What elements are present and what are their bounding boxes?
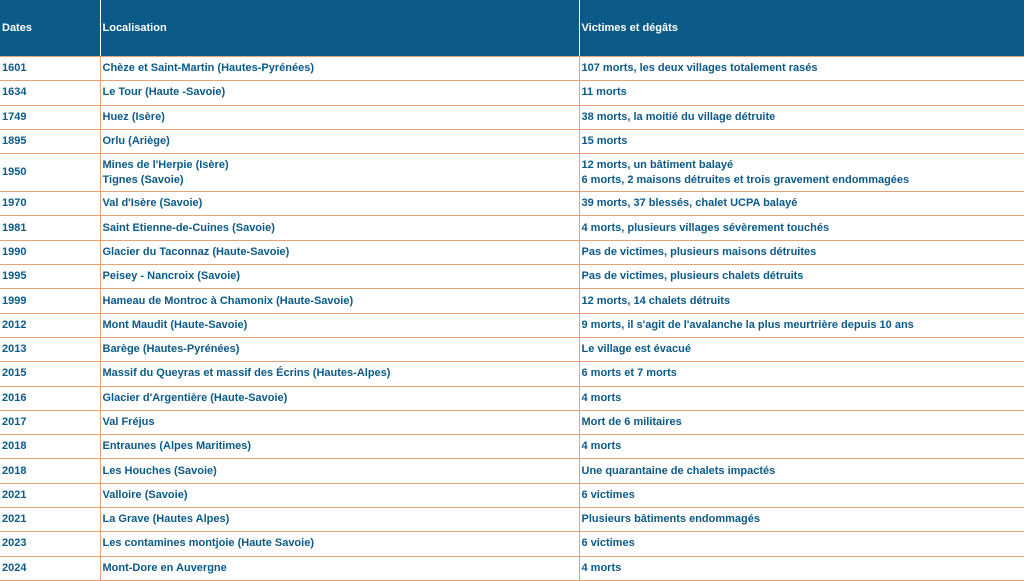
table-header	[0, 0, 1024, 57]
table-row	[0, 192, 1024, 216]
location-line: Barège (Hautes-Pyrénées)	[102, 343, 240, 356]
cell-victims	[579, 57, 1024, 81]
cell-date: 2012	[0, 313, 100, 337]
cell-location	[100, 435, 579, 459]
victims-line: Le village est évacué	[581, 343, 691, 356]
cell-victims	[579, 410, 1024, 434]
victims-line: 6 morts et 7 morts	[581, 367, 677, 380]
cell-location	[100, 556, 579, 580]
cell-victims	[579, 240, 1024, 264]
cell-location	[100, 265, 579, 289]
cell-date: 2021	[0, 483, 100, 507]
cell-date: 2024	[0, 556, 100, 580]
location-line: Glacier d'Argentière (Haute-Savoie)	[102, 391, 288, 404]
cell-location	[100, 337, 579, 361]
cell-location	[100, 240, 579, 264]
table-row	[0, 483, 1024, 507]
cell-date: 2018	[0, 435, 100, 459]
cell-victims	[579, 81, 1024, 105]
table-row	[0, 362, 1024, 386]
cell-date: 1995	[0, 265, 100, 289]
cell-victims	[579, 483, 1024, 507]
victims-line: Plusieurs bâtiments endommagés	[581, 513, 760, 526]
cell-victims	[579, 154, 1024, 192]
cell-date: 2017	[0, 410, 100, 434]
cell-date: 2013	[0, 337, 100, 361]
cell-date: 1601	[0, 57, 100, 81]
location-line: Entraunes (Alpes Maritimes)	[102, 440, 252, 453]
victims-line: Pas de victimes, plusieurs chalets détruits	[581, 270, 804, 283]
cell-location	[100, 532, 579, 556]
location-line: Le Tour (Haute -Savoie)	[102, 86, 226, 99]
victims-line: 107 morts, les deux villages totalement rasés	[581, 62, 818, 75]
location-line: Valloire (Savoie)	[102, 488, 188, 501]
table-row	[0, 216, 1024, 240]
location-line: Tignes (Savoie)	[102, 173, 184, 186]
location-line: Mont Maudit (Haute-Savoie)	[102, 318, 248, 331]
table-row	[0, 508, 1024, 532]
cell-location	[100, 410, 579, 434]
cell-date: 1990	[0, 240, 100, 264]
cell-date: 2015	[0, 362, 100, 386]
victims-line: 4 morts	[581, 440, 622, 453]
table-row	[0, 289, 1024, 313]
cell-location	[100, 81, 579, 105]
cell-date: 1950	[0, 154, 100, 192]
header-row	[0, 0, 1024, 57]
cell-victims	[579, 556, 1024, 580]
victims-line: 11 morts	[581, 86, 627, 99]
cell-victims	[579, 216, 1024, 240]
table-row	[0, 386, 1024, 410]
header-dates: Dates	[0, 0, 100, 57]
cell-victims	[579, 289, 1024, 313]
cell-location	[100, 192, 579, 216]
table-row	[0, 556, 1024, 580]
location-line: Mont-Dore en Auvergne	[102, 561, 227, 574]
location-line: Massif du Queyras et massif des Écrins (Hautes-Alpes)	[102, 367, 391, 380]
cell-victims	[579, 313, 1024, 337]
victims-line: 4 morts	[581, 561, 622, 574]
cell-date: 1970	[0, 192, 100, 216]
victims-line: 4 morts, plusieurs villages sévèrement touchés	[581, 221, 830, 234]
cell-location	[100, 313, 579, 337]
cell-date: 1999	[0, 289, 100, 313]
cell-date: 1895	[0, 129, 100, 153]
victims-line: 39 morts, 37 blessés, chalet UCPA balayé	[581, 197, 798, 210]
victims-line: 15 morts	[581, 135, 628, 148]
location-line: Les Houches (Savoie)	[102, 464, 217, 477]
cell-location	[100, 289, 579, 313]
cell-victims	[579, 459, 1024, 483]
cell-victims	[579, 129, 1024, 153]
victims-line: 6 victimes	[581, 488, 635, 501]
location-line: Saint Etienne-de-Cuines (Savoie)	[102, 221, 275, 234]
cell-location	[100, 483, 579, 507]
cell-location	[100, 459, 579, 483]
cell-location	[100, 362, 579, 386]
cell-location	[100, 216, 579, 240]
victims-line: 6 victimes	[581, 537, 635, 550]
location-line: La Grave (Hautes Alpes)	[102, 513, 230, 526]
table-row	[0, 459, 1024, 483]
cell-victims	[579, 265, 1024, 289]
victims-line: 12 morts, 14 chalets détruits	[581, 294, 731, 307]
table-row	[0, 410, 1024, 434]
victims-line: 9 morts, il s'agit de l'avalanche la plus meurtrière depuis 10 ans	[581, 318, 914, 331]
table-row	[0, 129, 1024, 153]
cell-date: 2018	[0, 459, 100, 483]
cell-victims	[579, 192, 1024, 216]
cell-victims	[579, 337, 1024, 361]
location-line: Mines de l'Herpie (Isère)	[102, 158, 229, 171]
table-row	[0, 57, 1024, 81]
location-line: Hameau de Montroc à Chamonix (Haute-Savoie)	[102, 294, 354, 307]
cell-date: 2021	[0, 508, 100, 532]
table-row	[0, 105, 1024, 129]
cell-location	[100, 386, 579, 410]
cell-date: 2023	[0, 532, 100, 556]
location-line: Val Fréjus	[102, 416, 155, 428]
victims-line: 12 morts, un bâtiment balayé	[581, 158, 734, 171]
cell-victims	[579, 362, 1024, 386]
victims-line: Une quarantaine de chalets impactés	[581, 464, 776, 477]
cell-victims	[579, 386, 1024, 410]
table-body	[0, 57, 1024, 581]
table-row	[0, 265, 1024, 289]
location-line: Chèze et Saint-Martin (Hautes-Pyrénées)	[102, 62, 314, 75]
victims-line: Mort de 6 militaires	[581, 416, 682, 428]
table-row	[0, 532, 1024, 556]
victims-line: 6 morts, 2 maisons détruites et trois gravement endommagées	[581, 173, 910, 186]
table-row	[0, 313, 1024, 337]
location-line: Orlu (Ariège)	[102, 135, 170, 148]
cell-location	[100, 154, 579, 192]
table-row	[0, 435, 1024, 459]
victims-line: 4 morts	[581, 391, 622, 404]
cell-date: 1634	[0, 81, 100, 105]
cell-victims	[579, 508, 1024, 532]
table-row	[0, 154, 1024, 192]
location-line: Glacier du Taconnaz (Haute-Savoie)	[102, 245, 290, 258]
table-row	[0, 81, 1024, 105]
table-row	[0, 337, 1024, 361]
cell-location	[100, 129, 579, 153]
location-line: Peisey - Nancroix (Savoie)	[102, 270, 241, 283]
cell-date: 2016	[0, 386, 100, 410]
victims-line: 38 morts, la moitié du village détruite	[581, 110, 776, 123]
header-localisation: Localisation	[100, 0, 579, 57]
cell-location	[100, 508, 579, 532]
header-victims: Victimes et dégâts	[579, 0, 1024, 57]
cell-location	[100, 105, 579, 129]
victims-line: Pas de victimes, plusieurs maisons détruites	[581, 245, 817, 258]
location-line: Huez (Isère)	[102, 110, 165, 123]
location-line: Val d'Isère (Savoie)	[102, 197, 203, 210]
cell-date: 1749	[0, 105, 100, 129]
cell-victims	[579, 532, 1024, 556]
cell-victims	[579, 435, 1024, 459]
cell-date: 1981	[0, 216, 100, 240]
cell-location	[100, 57, 579, 81]
location-line: Les contamines montjoie (Haute Savoie)	[102, 537, 314, 550]
table-row	[0, 240, 1024, 264]
cell-victims	[579, 105, 1024, 129]
